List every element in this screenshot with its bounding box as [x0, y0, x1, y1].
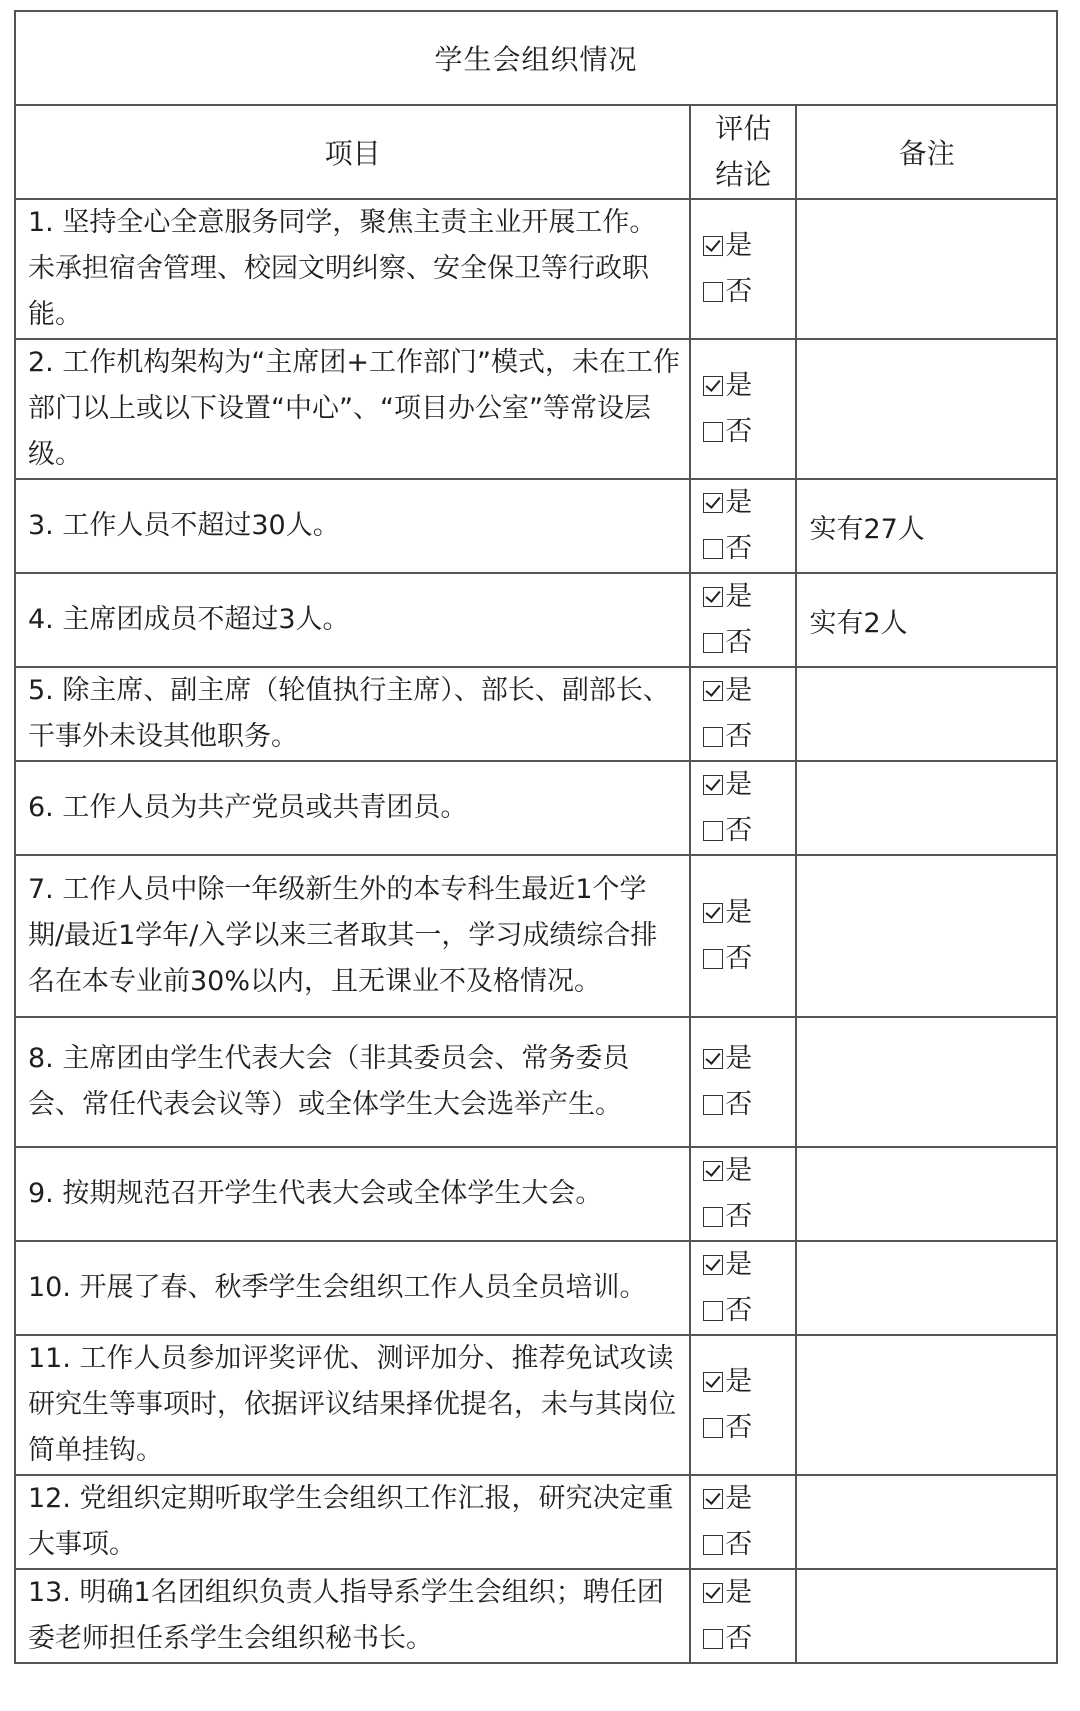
option-no[interactable] [703, 269, 795, 315]
checked-box-icon[interactable] [703, 1489, 723, 1509]
option-no-label: 否 [725, 627, 753, 658]
checked-box-icon[interactable] [703, 236, 723, 256]
checked-box-icon[interactable] [703, 1255, 723, 1275]
row-item-text: 9. 按期规范召开学生代表大会或全体学生大会。 [15, 1147, 690, 1241]
checked-box-icon[interactable] [703, 493, 723, 513]
row-note [796, 1017, 1057, 1147]
row-note: 实有27人 [796, 479, 1057, 573]
row-item-text: 1. 坚持全心全意服务同学，聚焦主责主业开展工作。未承担宿舍管理、校园文明纠察、安全保卫等行政职能。 [15, 199, 690, 339]
row-item-text: 8. 主席团由学生代表大会（非其委员会、常务委员会、常任代表会议等）或全体学生大会选举产生。 [15, 1017, 690, 1147]
row-conclusion [690, 1147, 796, 1241]
header-conclusion [690, 105, 796, 199]
checked-box-icon[interactable] [703, 681, 723, 701]
unchecked-box-icon[interactable] [703, 949, 723, 969]
table-row [15, 1241, 1057, 1335]
header-item: 项目 [15, 105, 690, 199]
unchecked-box-icon[interactable] [703, 633, 723, 653]
row-note [796, 1241, 1057, 1335]
option-yes-label: 是 [725, 230, 753, 261]
option-yes[interactable] [703, 1242, 795, 1288]
option-yes[interactable] [703, 1148, 795, 1194]
row-note [796, 667, 1057, 761]
option-yes-label: 是 [725, 1249, 753, 1280]
row-note [796, 1147, 1057, 1241]
option-yes[interactable] [703, 363, 795, 409]
option-no[interactable] [703, 936, 795, 982]
row-item-text: 12. 党组织定期听取学生会组织工作汇报，研究决定重大事项。 [15, 1475, 690, 1569]
row-note [796, 339, 1057, 479]
option-yes-label: 是 [725, 370, 753, 401]
header-note: 备注 [796, 105, 1057, 199]
option-yes-label: 是 [725, 675, 753, 706]
row-note [796, 199, 1057, 339]
unchecked-box-icon[interactable] [703, 282, 723, 302]
row-item-text: 10. 开展了春、秋季学生会组织工作人员全员培训。 [15, 1241, 690, 1335]
option-no[interactable] [703, 526, 795, 572]
option-yes-label: 是 [725, 1483, 753, 1514]
option-no-label: 否 [725, 815, 753, 846]
header-conclusion-line1: 评估 [715, 112, 772, 145]
unchecked-box-icon[interactable] [703, 1301, 723, 1321]
unchecked-box-icon[interactable] [703, 1095, 723, 1115]
option-yes[interactable] [703, 1570, 795, 1616]
option-no-label: 否 [725, 1529, 753, 1560]
table-row [15, 1475, 1057, 1569]
unchecked-box-icon[interactable] [703, 1207, 723, 1227]
option-yes-label: 是 [725, 897, 753, 928]
option-no[interactable] [703, 808, 795, 854]
option-no-label: 否 [725, 276, 753, 307]
header-conclusion-line2: 结论 [715, 158, 772, 191]
row-conclusion [690, 199, 796, 339]
table-title: 学生会组织情况 [15, 11, 1057, 105]
table-row [15, 855, 1057, 1017]
row-conclusion [690, 339, 796, 479]
unchecked-box-icon[interactable] [703, 1535, 723, 1555]
row-item-text: 6. 工作人员为共产党员或共青团员。 [15, 761, 690, 855]
row-item-text: 5. 除主席、副主席（轮值执行主席）、部长、副部长、干事外未设其他职务。 [15, 667, 690, 761]
row-conclusion [690, 855, 796, 1017]
table-row [15, 1335, 1057, 1475]
row-conclusion [690, 573, 796, 667]
option-no[interactable] [703, 1288, 795, 1334]
row-conclusion [690, 761, 796, 855]
option-yes[interactable] [703, 574, 795, 620]
row-conclusion [690, 1241, 796, 1335]
option-no[interactable] [703, 409, 795, 455]
row-note [796, 1335, 1057, 1475]
unchecked-box-icon[interactable] [703, 422, 723, 442]
option-yes-label: 是 [725, 1577, 753, 1608]
row-item-text: 4. 主席团成员不超过3人。 [15, 573, 690, 667]
checked-box-icon[interactable] [703, 775, 723, 795]
checked-box-icon[interactable] [703, 1372, 723, 1392]
option-no[interactable] [703, 1405, 795, 1451]
unchecked-box-icon[interactable] [703, 539, 723, 559]
option-yes[interactable] [703, 1036, 795, 1082]
row-note [796, 761, 1057, 855]
table-row [15, 1569, 1057, 1663]
table-row [15, 1147, 1057, 1241]
option-no-label: 否 [725, 721, 753, 752]
row-item-text: 13. 明确1名团组织负责人指导系学生会组织；聘任团委老师担任系学生会组织秘书长。 [15, 1569, 690, 1663]
option-yes-label: 是 [725, 1155, 753, 1186]
option-no-label: 否 [725, 943, 753, 974]
row-note [796, 1475, 1057, 1569]
checked-box-icon[interactable] [703, 903, 723, 923]
checked-box-icon[interactable] [703, 587, 723, 607]
option-no-label: 否 [725, 1412, 753, 1443]
option-no[interactable] [703, 1522, 795, 1568]
option-yes[interactable] [703, 668, 795, 714]
table-row [15, 573, 1057, 667]
option-no[interactable] [703, 714, 795, 760]
option-yes[interactable] [703, 1359, 795, 1405]
option-no-label: 否 [725, 533, 753, 564]
table-row [15, 667, 1057, 761]
row-conclusion [690, 1475, 796, 1569]
option-yes[interactable] [703, 1476, 795, 1522]
option-yes-label: 是 [725, 1043, 753, 1074]
row-item-text: 7. 工作人员中除一年级新生外的本专科生最近1个学期/最近1学年/入学以来三者取其一，学习成绩综合排名在本专业前30%以内，且无课业不及格情况。 [15, 855, 690, 1017]
row-conclusion [690, 1569, 796, 1663]
option-yes-label: 是 [725, 487, 753, 518]
option-yes[interactable] [703, 480, 795, 526]
option-yes[interactable] [703, 890, 795, 936]
row-conclusion [690, 479, 796, 573]
checked-box-icon[interactable] [703, 1583, 723, 1603]
row-item-text: 2. 工作机构架构为“主席团+工作部门”模式，未在工作部门以上或以下设置“中心”、“项目办公室”等常设层级。 [15, 339, 690, 479]
row-conclusion [690, 1017, 796, 1147]
option-no-label: 否 [725, 1623, 753, 1654]
table-row [15, 339, 1057, 479]
option-yes-label: 是 [725, 1366, 753, 1397]
table-row [15, 479, 1057, 573]
option-yes-label: 是 [725, 581, 753, 612]
option-no[interactable] [703, 1194, 795, 1240]
option-no[interactable] [703, 1082, 795, 1128]
row-note [796, 1569, 1057, 1663]
option-no-label: 否 [725, 1089, 753, 1120]
option-yes-label: 是 [725, 769, 753, 800]
row-item-text: 3. 工作人员不超过30人。 [15, 479, 690, 573]
checked-box-icon[interactable] [703, 1049, 723, 1069]
table-row [15, 199, 1057, 339]
unchecked-box-icon[interactable] [703, 1629, 723, 1649]
checked-box-icon[interactable] [703, 1161, 723, 1181]
header-row [15, 105, 1057, 199]
option-no-label: 否 [725, 1201, 753, 1232]
title-row [15, 11, 1057, 105]
option-no-label: 否 [725, 1295, 753, 1326]
option-no[interactable] [703, 1616, 795, 1662]
option-no-label: 否 [725, 416, 753, 447]
row-item-text: 11. 工作人员参加评奖评优、测评加分、推荐免试攻读研究生等事项时，依据评议结果择优提名，未与其岗位简单挂钩。 [15, 1335, 690, 1475]
student-union-evaluation-table [14, 10, 1058, 1664]
row-conclusion [690, 667, 796, 761]
row-note [796, 855, 1057, 1017]
table-row [15, 761, 1057, 855]
checked-box-icon[interactable] [703, 376, 723, 396]
unchecked-box-icon[interactable] [703, 727, 723, 747]
row-conclusion [690, 1335, 796, 1475]
option-yes[interactable] [703, 762, 795, 808]
unchecked-box-icon[interactable] [703, 821, 723, 841]
row-note: 实有2人 [796, 573, 1057, 667]
table-row [15, 1017, 1057, 1147]
option-no[interactable] [703, 620, 795, 666]
unchecked-box-icon[interactable] [703, 1418, 723, 1438]
option-yes[interactable] [703, 223, 795, 269]
